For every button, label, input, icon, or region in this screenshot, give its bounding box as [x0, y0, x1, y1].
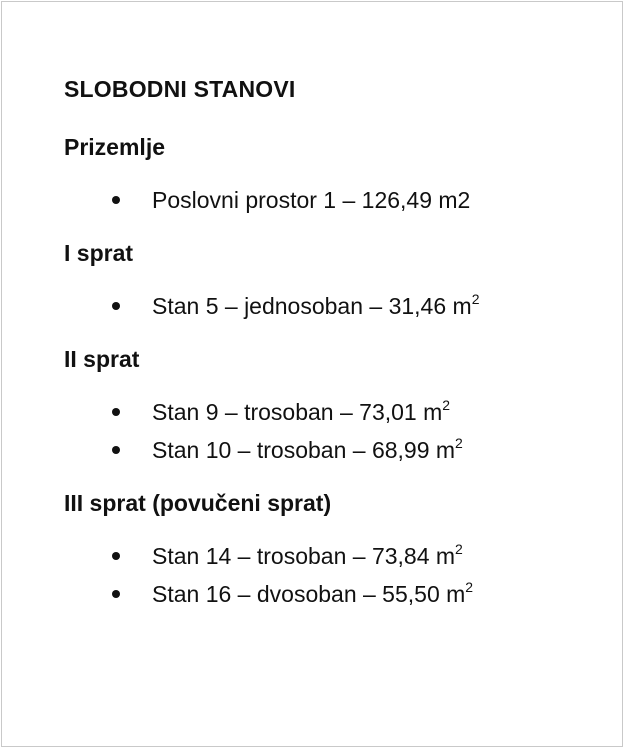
- unit-label: Stan 14 – trosoban – 73,84 m: [152, 543, 456, 569]
- unit-label: Stan 5 – jednosoban – 31,46 m: [152, 293, 472, 319]
- unit-label: Stan 9 – trosoban – 73,01 m: [152, 399, 443, 425]
- unit-item: [64, 181, 606, 219]
- bullet-icon: [112, 446, 120, 454]
- unit-item: [64, 431, 606, 469]
- document-body: [64, 72, 606, 613]
- unit-superscript: 2: [465, 579, 474, 595]
- bullet-icon: [112, 552, 120, 560]
- unit-list-i-sprat: [64, 287, 606, 325]
- unit-item: [64, 575, 606, 613]
- unit-item: [64, 287, 606, 325]
- bullet-icon: [112, 408, 120, 416]
- unit-superscript: 2: [442, 397, 451, 413]
- floor-heading-i-sprat: I sprat: [64, 240, 134, 266]
- document-title: SLOBODNI STANOVI: [64, 76, 296, 102]
- unit-label: Poslovni prostor 1 – 126,49 m2: [152, 187, 471, 213]
- unit-label: Stan 16 – dvosoban – 55,50 m: [152, 581, 466, 607]
- floor-heading-ii-sprat: II sprat: [64, 346, 140, 372]
- unit-list-prizemlje: [64, 181, 606, 219]
- unit-item: [64, 393, 606, 431]
- floor-heading-prizemlje: Prizemlje: [64, 134, 165, 160]
- unit-superscript: 2: [471, 291, 480, 307]
- bullet-icon: [112, 302, 120, 310]
- unit-superscript: 2: [455, 435, 463, 451]
- unit-item: [64, 537, 606, 575]
- unit-list-iii-sprat: [64, 537, 606, 613]
- unit-list-ii-sprat: [64, 393, 606, 469]
- bullet-icon: [112, 196, 120, 204]
- unit-label: Stan 10 – trosoban – 68,99 m: [152, 437, 456, 463]
- bullet-icon: [112, 590, 120, 598]
- floor-heading-iii-sprat: III sprat (povučeni sprat): [64, 490, 332, 516]
- unit-superscript: 2: [455, 541, 463, 557]
